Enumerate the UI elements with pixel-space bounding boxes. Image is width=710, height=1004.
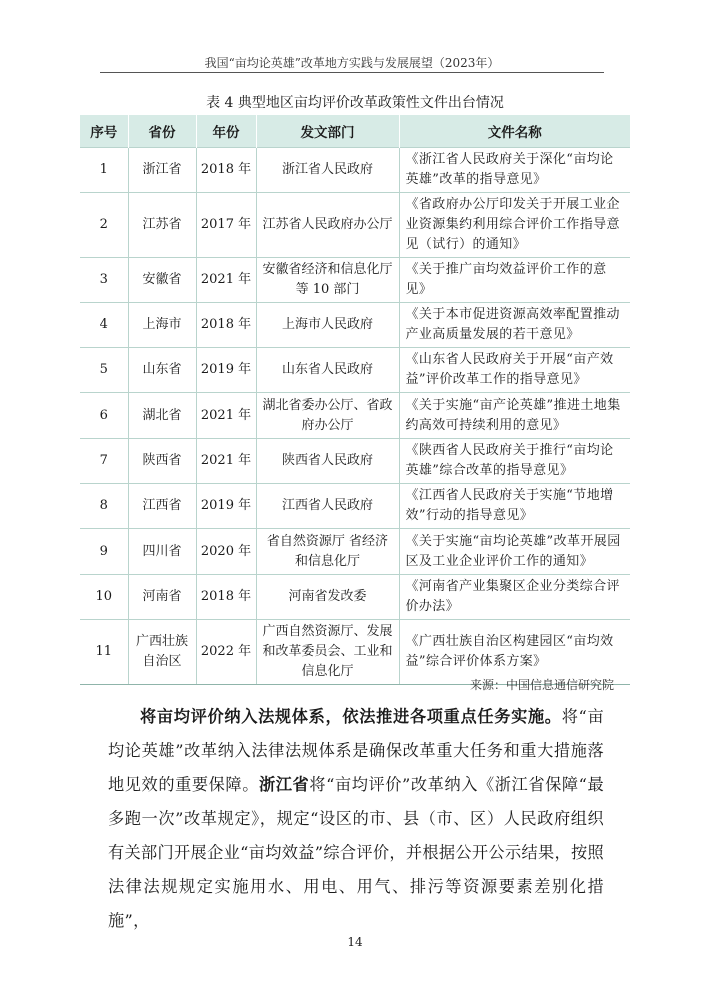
cell-no: 4 bbox=[80, 303, 128, 348]
cell-year: 2018 年 bbox=[196, 303, 256, 348]
cell-year: 2021 年 bbox=[196, 439, 256, 484]
cell-province: 山东省 bbox=[128, 348, 196, 393]
header-province: 省份 bbox=[128, 115, 196, 148]
cell-year: 2019 年 bbox=[196, 484, 256, 529]
cell-province: 广西壮族自治区 bbox=[128, 620, 196, 685]
paragraph-text-part-1: 将“亩均论英雄”改革纳入法律法规体系是确保改革重大任务和重大措施落地见效的重要保障。 bbox=[108, 707, 604, 794]
paragraph-bold-term: 浙江省 bbox=[258, 775, 310, 794]
table-row bbox=[80, 529, 630, 575]
cell-no: 9 bbox=[80, 529, 128, 575]
cell-province: 河南省 bbox=[128, 575, 196, 620]
page-number: 14 bbox=[347, 935, 363, 949]
cell-province: 湖北省 bbox=[128, 393, 196, 439]
cell-year: 2018 年 bbox=[196, 575, 256, 620]
running-header: 我国“亩均论英雄”改革地方实践与发展展望（2023年） bbox=[204, 56, 500, 70]
cell-no: 6 bbox=[80, 393, 128, 439]
cell-year: 2022 年 bbox=[196, 620, 256, 685]
cell-doc: 《关于实施“亩产论英雄”推进土地集约高效可持续利用的意见》 bbox=[399, 393, 630, 439]
header-no: 序号 bbox=[80, 115, 128, 148]
cell-year: 2021 年 bbox=[196, 258, 256, 303]
cell-dept: 广西自然资源厅、发展和改革委员会、工业和信息化厅 bbox=[256, 620, 399, 685]
cell-province: 江西省 bbox=[128, 484, 196, 529]
table-row bbox=[80, 193, 630, 258]
cell-dept: 河南省发改委 bbox=[256, 575, 399, 620]
header-rule bbox=[100, 72, 604, 73]
cell-no: 5 bbox=[80, 348, 128, 393]
cell-doc: 《山东省人民政府关于开展“亩产效益”评价改革工作的指导意见》 bbox=[399, 348, 630, 393]
table-row bbox=[80, 148, 630, 193]
cell-year: 2019 年 bbox=[196, 348, 256, 393]
table-row bbox=[80, 575, 630, 620]
policy-table bbox=[80, 115, 630, 685]
table-row bbox=[80, 303, 630, 348]
table-header-row bbox=[80, 115, 630, 148]
header-year: 年份 bbox=[196, 115, 256, 148]
cell-province: 安徽省 bbox=[128, 258, 196, 303]
cell-year: 2020 年 bbox=[196, 529, 256, 575]
table-row bbox=[80, 258, 630, 303]
table-row bbox=[80, 620, 630, 685]
cell-dept: 省自然资源厅 省经济和信息化厅 bbox=[256, 529, 399, 575]
cell-no: 8 bbox=[80, 484, 128, 529]
cell-dept: 上海市人民政府 bbox=[256, 303, 399, 348]
table-row bbox=[80, 439, 630, 484]
cell-doc: 《陕西省人民政府关于推行“亩均论英雄”综合改革的指导意见》 bbox=[399, 439, 630, 484]
cell-doc: 《关于实施“亩均论英雄”改革开展园区及工业企业评价工作的通知》 bbox=[399, 529, 630, 575]
cell-no: 3 bbox=[80, 258, 128, 303]
table-row bbox=[80, 348, 630, 393]
header-dept: 发文部门 bbox=[256, 115, 399, 148]
cell-doc: 《广西壮族自治区构建园区“亩均效益”综合评价体系方案》 bbox=[399, 620, 630, 685]
paragraph-lead-sentence: 将亩均评价纳入法规体系，依法推进各项重点任务实施。 bbox=[140, 707, 562, 726]
cell-province: 四川省 bbox=[128, 529, 196, 575]
cell-dept: 浙江省人民政府 bbox=[256, 148, 399, 193]
table-row bbox=[80, 484, 630, 529]
cell-year: 2021 年 bbox=[196, 393, 256, 439]
cell-dept: 陕西省人民政府 bbox=[256, 439, 399, 484]
table-source-note: 来源：中国信息通信研究院 bbox=[469, 678, 614, 692]
cell-doc: 《省政府办公厅印发关于开展工业企业资源集约利用综合评价工作指导意见（试行）的通知》 bbox=[399, 193, 630, 258]
cell-doc: 《河南省产业集聚区企业分类综合评价办法》 bbox=[399, 575, 630, 620]
cell-no: 2 bbox=[80, 193, 128, 258]
cell-doc: 《关于推广亩均效益评价工作的意见》 bbox=[399, 258, 630, 303]
body-paragraph bbox=[108, 700, 604, 938]
header-doc: 文件名称 bbox=[399, 115, 630, 148]
cell-no: 1 bbox=[80, 148, 128, 193]
cell-province: 陕西省 bbox=[128, 439, 196, 484]
cell-dept: 江苏省人民政府办公厅 bbox=[256, 193, 399, 258]
cell-dept: 山东省人民政府 bbox=[256, 348, 399, 393]
cell-no: 11 bbox=[80, 620, 128, 685]
cell-no: 10 bbox=[80, 575, 128, 620]
cell-dept: 江西省人民政府 bbox=[256, 484, 399, 529]
cell-province: 浙江省 bbox=[128, 148, 196, 193]
cell-province: 上海市 bbox=[128, 303, 196, 348]
cell-year: 2017 年 bbox=[196, 193, 256, 258]
paragraph-text-part-2: 将“亩均评价”改革纳入《浙江省保障“最多跑一次”改革规定》，规定“设区的市、县（市、区）人民政府组织有关部门开展企业“亩均效益”综合评价，并根据公开公示结果，按照法律法规规定实施用水、用电、用气、排污等资源要素差别化措施”， bbox=[108, 775, 605, 930]
cell-dept: 安徽省经济和信息化厅等 10 部门 bbox=[256, 258, 399, 303]
cell-doc: 《浙江省人民政府关于深化“亩均论英雄”改革的指导意见》 bbox=[399, 148, 630, 193]
cell-dept: 湖北省委办公厅、省政府办公厅 bbox=[256, 393, 399, 439]
cell-no: 7 bbox=[80, 439, 128, 484]
cell-province: 江苏省 bbox=[128, 193, 196, 258]
cell-doc: 《江西省人民政府关于实施“节地增效”行动的指导意见》 bbox=[399, 484, 630, 529]
table-row bbox=[80, 393, 630, 439]
cell-doc: 《关于本市促进资源高效率配置推动产业高质量发展的若干意见》 bbox=[399, 303, 630, 348]
table-caption: 表 4 典型地区亩均评价改革政策性文件出台情况 bbox=[206, 95, 504, 111]
cell-year: 2018 年 bbox=[196, 148, 256, 193]
